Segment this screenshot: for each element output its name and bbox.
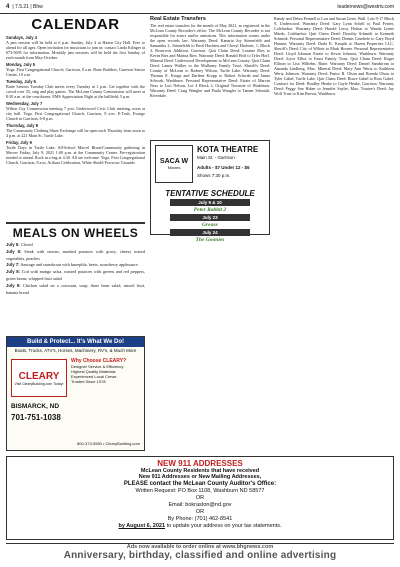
cleary-city: BISMARCK, ND	[11, 403, 60, 410]
meal-day: July 5:	[6, 242, 20, 247]
calendar-event	[6, 140, 145, 165]
meal-text: Sausage and sauerkraut with knoephla, beets, strawberry applesauce	[20, 262, 138, 268]
cleary-why	[71, 359, 143, 384]
event-text: Turtle Days in Turtle Lake. All-School Marcel Bison/Community gathering in Mercer Friday, July 9, 2021 1:00 p.m. at the Community Center. Pre-registration needed to attend. Rock in a bag at 4:30. All are welcome. Yoga. First Congregational Church, Garrison, 8 a.m. Arikara Celebration, White Shield Powwow Grounds	[6, 145, 145, 165]
meal-item	[6, 269, 145, 283]
meals-list	[6, 242, 145, 296]
saca-logo	[155, 145, 193, 183]
legal-column	[274, 16, 394, 456]
banner-line1: Ads now available to order online at www.bhgnews.com	[126, 544, 274, 550]
kota-schedule	[155, 199, 265, 243]
header-email: leadernews@westriv.com	[337, 3, 394, 10]
calendar-title: CALENDAR	[31, 16, 120, 33]
event-text: A jam session will be held at 6 p.m. Sunday, July 4 at Haaen City Hall. Free to attend for all ages. Open invitation for musicians to join in; contact Linda Edinger at 673-5695 for information. Monthly jam sessions will be held the first Sunday of each month from May-October.	[6, 40, 145, 60]
saca-name: SACA W	[159, 158, 189, 165]
event-text: The Community Clothing Share Exchange will be open each Thursday from noon to 4 p.m. at 221 Main St. Turtle Lake.	[6, 128, 145, 138]
cleary-why-title: Why Choose CLEARY?	[71, 358, 127, 364]
calendar-section	[6, 16, 145, 167]
cleary-tagline: Visit ClearyBuilding.com Today!	[14, 381, 64, 386]
notice-line7: OR	[195, 509, 205, 515]
calendar-event	[6, 123, 145, 138]
kota-theatre-ad[interactable]	[150, 140, 270, 243]
new-911-notice	[6, 456, 394, 540]
notice-line2: New 911 Addresses or New Mailing Addresses,	[138, 474, 262, 480]
cleary-why-line: Designer Service & Efficiency	[71, 364, 124, 369]
meal-text: Chicken salad on a croissant, soup, three bean salad, mixed fruit, banana bread	[6, 282, 145, 295]
event-date: Thursday, July 8	[6, 123, 39, 128]
event-text: Wilton City Commission meeting 7 p.m. Underwood Civic Club meeting, noon at city hall. Yoga. First Congregational Church, Garrison, 8 a.m. E-Tush, Evange Church in Garrison, 6-8 p.m.	[6, 106, 145, 121]
meal-item	[6, 283, 145, 297]
event-date: Sundays, July 4	[6, 35, 37, 40]
schedule-dates: July 24	[170, 229, 250, 236]
meal-day: July 9:	[6, 282, 21, 288]
legal-text: Randy and Debra Pennell to Lon and Susan Geier, Wall. Lots 9-17 Block 9, Underwood. Warranty Deed: Gary Lynn Schell to Paul Feiner, Coleharbor. Warranty Deed: Harold Leroy Holton to Wanda Lynne Marsh, Coleharbor. Quit Claim Deed: Dorothy Schmidt to Kenneth Schmidt. Personal Representative Deed: Dennis Gruebele to Gary Boyd Hansen. Warranty Deed: Darla K. Knopik to Hazen Properties LLC. Sheriff's Deed: City of Wilton to Mark Horner. Personal Representative Deed: Lloyd Johnson Estate to Kevin Johnson, Washburn. Warranty Deed: Joyce Elliot to Faust Family Trust. Quit Claim Deed: Roger Ellison to Lisa Wilhelm, Butte. Warranty Deed: Daniel Sandstrom to Amanda Lindberg, Max. Mineral Deed: Mary Ann Wertz to Kathleen Wertz Johnson. Warranty Deed: Pastor B. Olson and Brenda Olson to Tyler Gabel, Turtle Lake. Quit Claim Deed: Bruce Gabel to Ross Gabel. Contract for Deed: Bradley Henke to Gayle Henke, Garrison. Warranty Deed: Peggy Sue Huber to Jennifer Sayler, Max. Trustee's Deed: Jay Wolf Trust to Kim Brown, Washburn.	[274, 16, 394, 96]
calendar-event	[6, 35, 145, 60]
cleary-logo-name: CLEARY	[18, 370, 60, 382]
schedule-movie: The Goonies	[195, 237, 225, 243]
kota-admission: Adults - $7 Under 12 - $5	[197, 165, 250, 170]
meal-text: Steak with onions, mashed potatoes with gravy, cheesy mixed vegetables, peaches	[6, 248, 145, 261]
meal-text: Closed	[20, 242, 33, 247]
cleary-ad-sub: Boats, Trucks, ATV's, Horses, Machinery, RV's, & Much More	[14, 348, 137, 353]
schedule-movie: Peter Rabbit 2	[193, 207, 227, 213]
schedule-movie: Grease	[202, 222, 218, 228]
notice-line3: PLEASE contact the McLean County Auditor's Office:	[123, 481, 277, 487]
schedule-dates: July 23	[170, 214, 250, 221]
kota-tentative: TENTATIVE SCHEDULE	[165, 189, 255, 198]
meal-day: July 8:	[6, 269, 21, 275]
calendar-event	[6, 101, 145, 121]
event-date: Tuesday, July 6	[6, 79, 36, 84]
schedule-dates: July 9 & 10	[170, 199, 250, 206]
calendar-event	[6, 79, 145, 99]
banner-line2: Anniversary, birthday, classified and online advertising	[63, 550, 337, 561]
meal-day: July 6:	[6, 248, 22, 254]
kota-location: Main St. - Garrison	[197, 155, 235, 160]
kota-title: KOTA THEATRE	[197, 145, 259, 154]
bottom-banner[interactable]	[6, 543, 394, 565]
meal-day: July 7:	[6, 262, 20, 268]
event-text: Yoga. First Congregational Church, Garrison, 8 a.m. Bone Builders, Garrison Senior Center, 10 a.m.	[6, 67, 145, 77]
issue-date: | 7.5.21 | Bhw	[12, 3, 43, 10]
event-text: Butte Seniors Tuesday Club meets every Tuesday at 1 p.m. Get together with the crowd over 55, sing and play games. The McLean County Commission will meet at 8:30 a.m. at the courthouse. EMS Appreciation Night at the ballfield, 5 p.m.	[6, 84, 145, 99]
notice-phone[interactable]: By Phone: (701) 462-8541	[167, 516, 233, 522]
notice-deadline-date: by August 6, 2021	[118, 523, 166, 529]
event-date: Friday, July 9	[6, 140, 32, 145]
calendar-events	[6, 35, 145, 165]
cleary-logo	[11, 359, 67, 397]
kota-showtimes: Shows 7:30 p.m.	[197, 173, 231, 178]
cleary-web[interactable]: 800-373-5550 • ClearyBuilding.com	[77, 441, 140, 446]
meal-item	[6, 262, 145, 269]
notice-deadline	[13, 523, 387, 529]
real-estate-title: Real Estate Transfers	[150, 16, 206, 22]
cleary-ad[interactable]	[6, 336, 145, 451]
event-date: Wednesday, July 7	[6, 101, 43, 106]
notice-line4: Written Request: PO Box 1108, Washburn ND 58577	[135, 488, 265, 494]
notice-email[interactable]: Email: bokraston@nd.gov	[168, 502, 232, 508]
cleary-ad-band: Build & Protect... It's What We Do!	[7, 337, 144, 347]
meals-section	[6, 222, 145, 296]
cleary-why-line: Trusted Since 1978	[71, 379, 106, 384]
notice-title: NEW 911 ADDRESSES	[157, 459, 243, 468]
cleary-why-line: Highest Quality Materials	[71, 369, 116, 374]
meal-text: Cod with mango salsa, roasted potatoes with greens and red peppers, green beans, whipped fruit salad	[6, 269, 145, 281]
saca-sub: Movies	[167, 165, 181, 170]
cleary-phone[interactable]: 701-751-1038	[11, 413, 61, 422]
notice-line1: McLean County Residents that have received	[140, 468, 260, 474]
page-number: 4	[6, 3, 10, 10]
calendar-event	[6, 62, 145, 77]
notice-deadline-rest: to update your address on your tax statements.	[166, 523, 282, 529]
real-estate-body: The real estate transfers for the month of May 2021, as registered in the McLean County Recorder's office. The McLean County Recorder is not responsible for errors and/or omissions. This information comes under the open records law. Warranty Deed: Kanaria Joy Stienefeldt and Samantha L. Stienefeldt to Emil Hachten and Cheryl Hachten, 1, Block 3, Reservoir Addition, Garrison. Quit Claim Deed: Loraine Ries to Kevin Ries and Marina Ries. Warranty Deed: Ronald Hoff to Tyler Hoff. Mineral Deed: Underwood Development to McLean County. Quit Claim Deed: Lanny Walker to the Mullaney Family Trust. Sheriff's Deed: County of McLean to Rodney Wilson, Turtle Lake. Warranty Deed: Thomas E. Kropp and Darlene Kropp to Robert Schwab and Janna Schwab, Washburn. Personal Representative Deed: Estate of Marvin Ness to Lori Nelson, Lot 4 Block 2, Original Townsite of Washburn. Warranty Deed: Craig Wangler and Paula Wangler to Tanner Schmidt, Riverdale.	[150, 23, 270, 98]
meals-title: MEALS ON WHEELS	[12, 226, 139, 240]
page-header	[0, 0, 400, 14]
meal-item	[6, 249, 145, 263]
event-date: Monday, July 5	[6, 62, 36, 67]
cleary-why-line: Experienced Local Crews	[71, 374, 117, 379]
notice-line5: OR	[195, 495, 205, 501]
meal-item	[6, 242, 145, 249]
